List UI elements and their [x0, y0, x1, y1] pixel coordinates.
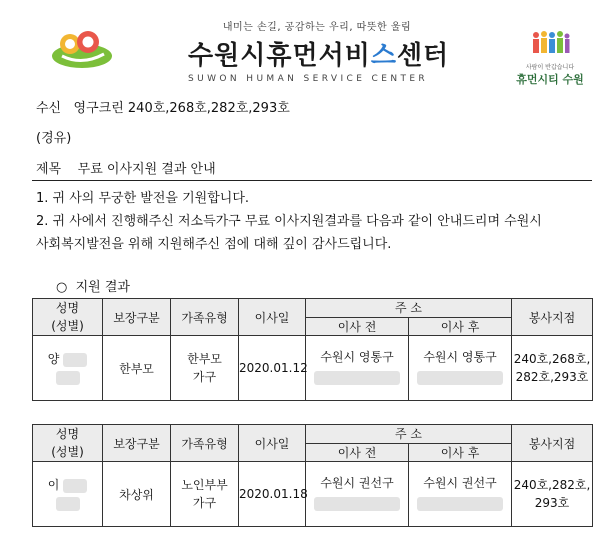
city-tagline: 사람이 반갑습니다 — [525, 64, 575, 71]
body-item-2-cont: 사회복지발전을 위해 지원해주신 점에 대해 깊이 감사드립니다. — [36, 237, 392, 252]
section-heading — [56, 276, 130, 295]
header-site: 봉사지점 — [512, 425, 593, 462]
recipient-value: 영구크린 240호,268호,282호,293호 — [73, 101, 290, 116]
redaction — [417, 497, 503, 511]
recipient-label: 수신 — [36, 101, 62, 116]
section-bullet: ○ — [56, 280, 68, 295]
cell-type: 한부모 — [103, 336, 171, 401]
section-title: 지원 결과 — [75, 280, 130, 295]
redaction — [63, 479, 87, 493]
header-site: 봉사지점 — [512, 299, 593, 336]
recipient-line — [36, 97, 290, 116]
slogan: 내미는 손길, 공감하는 우리, 따뜻한 울림 — [222, 22, 412, 33]
city-name: 휴먼시티 수원 — [516, 73, 584, 86]
cell-family: 노인부부 가구 — [171, 462, 239, 527]
cell-name: 이 — [33, 462, 103, 527]
header-before: 이사 전 — [306, 317, 409, 336]
divider — [32, 180, 592, 181]
result-table-2 — [32, 424, 593, 527]
redaction — [417, 371, 503, 385]
redaction — [56, 497, 80, 511]
header-after: 이사 후 — [409, 443, 512, 462]
table-row — [33, 462, 593, 527]
org-name-main: 수원시휴먼서비 — [188, 41, 371, 71]
via-line: (경유) — [36, 131, 72, 146]
letterhead — [0, 0, 610, 92]
header-address: 주 소 — [306, 425, 512, 444]
org-name-tail: 센터 — [396, 41, 450, 71]
cell-name: 양 — [33, 336, 103, 401]
cell-before: 수원시 권선구 — [306, 462, 409, 527]
header-address: 주 소 — [306, 299, 512, 318]
body-item-1: 1. 귀 사의 무궁한 발전을 기원합니다. — [36, 191, 250, 206]
subject-value: 무료 이사지원 결과 안내 — [77, 162, 216, 177]
cell-after: 수원시 권선구 — [409, 462, 512, 527]
org-name-english: SUWON HUMAN SERVICE CENTER — [188, 74, 429, 84]
header-type: 보장구분 — [103, 425, 171, 462]
header-date: 이사일 — [239, 425, 306, 462]
cell-date: 2020.01.18 — [239, 462, 306, 527]
city-logo — [510, 30, 590, 87]
header-name: 성명 (성별) — [33, 425, 103, 462]
center-title-block — [188, 18, 450, 84]
table-row — [33, 336, 593, 401]
redaction — [314, 497, 400, 511]
redaction — [56, 371, 80, 385]
cell-site: 240호,282호, 293호 — [512, 462, 593, 527]
body-item-2: 2. 귀 사에서 진행해주신 저소득가구 무료 이사지원결과를 다음과 같이 안내드리며 수원시 — [36, 214, 542, 229]
result-table-1 — [32, 298, 593, 401]
header-date: 이사일 — [239, 299, 306, 336]
cell-after: 수원시 영통구 — [409, 336, 512, 401]
redaction — [63, 353, 87, 367]
header-name: 성명 (성별) — [33, 299, 103, 336]
center-logo-icon — [50, 26, 114, 70]
cell-family: 한부모 가구 — [171, 336, 239, 401]
header-family: 가족유형 — [171, 299, 239, 336]
subject-line — [36, 158, 216, 177]
header-before: 이사 전 — [306, 443, 409, 462]
cell-type: 차상위 — [103, 462, 171, 527]
header-family: 가족유형 — [171, 425, 239, 462]
subject-label: 제목 — [36, 162, 62, 177]
org-name-accent: 스 — [370, 41, 397, 71]
cell-site: 240호,268호, 282호,293호 — [512, 336, 593, 401]
people-icon — [530, 30, 570, 56]
cell-date: 2020.01.12 — [239, 336, 306, 401]
header-after: 이사 후 — [409, 317, 512, 336]
header-type: 보장구분 — [103, 299, 171, 336]
redaction — [314, 371, 400, 385]
cell-before: 수원시 영통구 — [306, 336, 409, 401]
org-name — [188, 35, 450, 72]
